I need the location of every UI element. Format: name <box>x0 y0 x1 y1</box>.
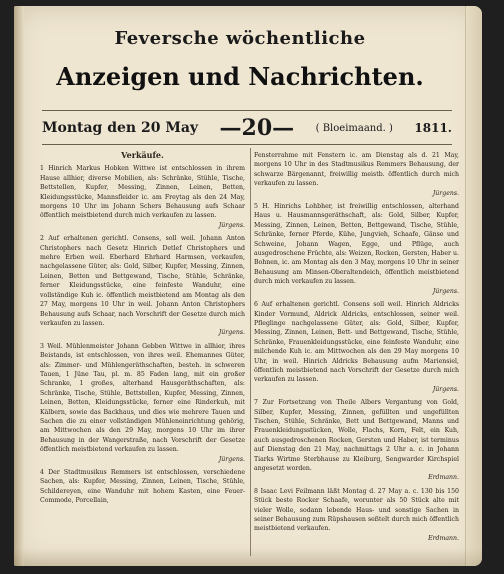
left-column <box>40 151 245 556</box>
notice-signature: Jürgens. <box>432 385 459 393</box>
section-title: Verkäufe. <box>121 150 164 160</box>
masthead-line-1: Feversche wöchentliche <box>114 28 366 49</box>
notice-signature: Erdmann. <box>428 534 459 542</box>
dateline <box>42 114 452 142</box>
notice-signature: Jürgens. <box>218 329 245 337</box>
notice-paragraph <box>254 202 459 296</box>
notice-text: 7 Zur Fortsetzung von Theile Albers Vergantung von Gold, Silber, Kupfer, Messing, Zinnen, gefüllten und ungefüllten Tischen, Stühle, Schränke, Bett und Bettgewand, Manns und Frauenkleidungsstücken, Wolle, Flachs, Korn, Felt, ein Kuh, auch ausgedroschenen Rocken, Gersten und Haber, ist terminus auf Dienstag den 21 May, nachmittags 2 Uhr a. c. in Johann Tiarks Wirtme Sterbhause zu Kleiburg, Sengwarder Kirchspiel angesetzt worden. <box>254 399 459 472</box>
notice-text: 6 Auf erhaltenen gerichtl. Consens soll weil. Hinrich Aldricks Kinder Vormund, Aldrick Aldricks, entschlossen, seiner weil. Pfleglinge nachgelassene Güter, als: Gold, Silber, Kupfer, Messing, Zinnen, Leinen, Bett- und Bettgewand, Tische, Stühle, Schränke, Frauenkleidungsstücke, eine feinfeste Wanduhr, eine milchende Kuh ic. am Mittwochen als den 29 May morgens 10 Uhr, in weil. Hinrich Aldricks Behausung aufm Mariensiel, öffentlich meistbietend nach Vorschrift der Gesetze durch mich verkaufen zu lassen. <box>254 301 459 384</box>
newspaper-page <box>14 6 482 566</box>
right-column <box>254 151 459 556</box>
issue-number: —20— <box>219 115 295 141</box>
month-name: ( Bloeimaand. ) <box>315 122 393 134</box>
notice-paragraph <box>254 300 459 394</box>
notice-text: 4 Der Stadtmusikus Remmers ist entschlossen, verschiedene Sachen, als: Kupfer, Messing, Zinnen, Leinen, Tische, Stühle, Schildereyen, eine Wanduhr mit hohem Kasten, eine Feuer- Commode, Porcellain, <box>40 469 245 505</box>
notice-text: Fensterrahme mit Fenstern ic. am Dienstag als d. 21 May, morgens 10 Uhr in des Stadtmusikus Remmers Behausung, der schwarze Bärgenannt, freiwillig meistb. öffentlich durch mich verkaufen zu lassen. <box>254 152 459 188</box>
notice-text: 3 Weil. Mühlenmeister Johann Gebben Wittwe in allhier, ihres Beistands, ist entschlossen, von ihres weil. Ehemannes Güter, als: Zimmer- und Mühlengeräthschaften, besteh. in schweren Tauen, 1 Jüne Tau, pl. m. 85 Faden lang, mit ein großer Schranke, 1 großes, alterhand Hausgeräthschaften, als: Schränke, Tische, Stühle, Bettstellen, Kupfer, Messing, Zinnen, Leinen, Betten, Kleidungsstücke, ferner eine Rinderkuh, mit Kälbern, sowie das Backhaus, und dies wie mehrere Tauen und Sachen die zu einer vollständigen Mühleneinrichtung gehörig, am Mittwochen als den 29 May, morgens 10 Uhr im ihrer Behausung in der Wangerstraße, nach Vorschrift der Gesetze öffentlich meistbietend verkaufen zu lassen. <box>40 342 245 454</box>
notice-signature: Jürgens. <box>218 455 245 463</box>
notice-paragraph <box>40 164 245 230</box>
notice-signature: Jürgens. <box>218 221 245 229</box>
notice-paragraph <box>40 342 245 464</box>
notice-paragraph <box>254 151 459 198</box>
notice-signature: Erdmann. <box>428 474 459 482</box>
page-shadow <box>14 548 482 566</box>
notice-paragraph <box>40 234 245 337</box>
masthead-line-2: Anzeigen und Nachrichten. <box>56 62 424 91</box>
page-edge <box>465 6 482 566</box>
notice-text: 1 Hinrich Markus Hobken Wittwe ist entschlossen in ihrem Hause allhier, diverse Mobilien, als: Schränke, Stühle, Tische, Bettstellen, Kupfer, Messing, Zinnen, Leinen, Betten, Kleidungsstücke, Mannsfleider ic. am Freytag als den 24 May, morgens 10 Uhr im Johann Schers Behausung aufs Schaar öffentlich meistbietend durch mich verkaufen zu lassen. <box>40 165 245 220</box>
notice-signature: Jürgens. <box>432 287 459 295</box>
notice-text: 5 H. Hinrichs Lohbher, ist freiwillig entschlossen, alterhand Haus u. Hausmannsgeräthschaft, als: Gold, Silber, Kupfer, Messing, Zinnen, Leinen, Betten, Bettgewand, Tische, Stühle, Schränke, ferner Pferde, Kühe, Jungvieh, Schaafe, Gänse und Schweine, Johann Wagen, Egge, und Pflüge, auch ausgedroschene Früchte, als: Weizen, Rocken, Gersten, Haber u. Bohnen, ic. am Montag als den 3 May, morgens 10 Uhr in seiner Behausung am Minsen-Oberaltendeich, öffentlich meistbietend durch mich verkaufen zu lassen. <box>254 203 459 286</box>
notice-signature: Jürgens. <box>432 189 459 197</box>
notice-text: 8 Isaac Levi Feilmann läßt Montag d. 27 May a. c. 130 bis 150 Stück beste Rocker Schaafe, worunter als 50 Stück alte mit vieler Wolle, sodann lebende Haus- und sonstige Sachen in seiner Behausung zum Rüpshausen seßtelt durch mich öffentlich meistbietend verkaufen. <box>254 487 459 533</box>
masthead-rule-top <box>42 110 452 111</box>
notice-paragraph <box>40 468 245 506</box>
issue-year: 1811. <box>414 121 452 135</box>
notice-paragraph <box>254 487 459 543</box>
notice-paragraph <box>254 398 459 483</box>
masthead-rule-bottom <box>42 144 452 145</box>
column-divider <box>250 148 251 556</box>
issue-date: Montag den 20 May <box>42 120 199 136</box>
notice-text: 2 Auf erhaltenen gerichtl. Consens, soll weil. Johann Anton Christophers nach Gesetz Hinrich Detlef Christophers und mehre Erben weil. Eberhard Ehrhard Harmsen, verkaufen, nachgelassene Güter, als: Gold, Silber, Kupfer, Messing, Zinnen, Leinen, Betten und Bettgewand, Tische, Stühle, Schränke, ferner Kleidungsstücke, eine feinfeste Wanduhr, eine vollständige Kuh ic. öffentlich meistbietend am Montag als den 27 May, morgens 10 Uhr in weil. Johann Anton Christophers Behausung aufs Schaar, nach Vorschrift der Gesetze durch mich verkaufen zu lassen. <box>40 235 245 327</box>
